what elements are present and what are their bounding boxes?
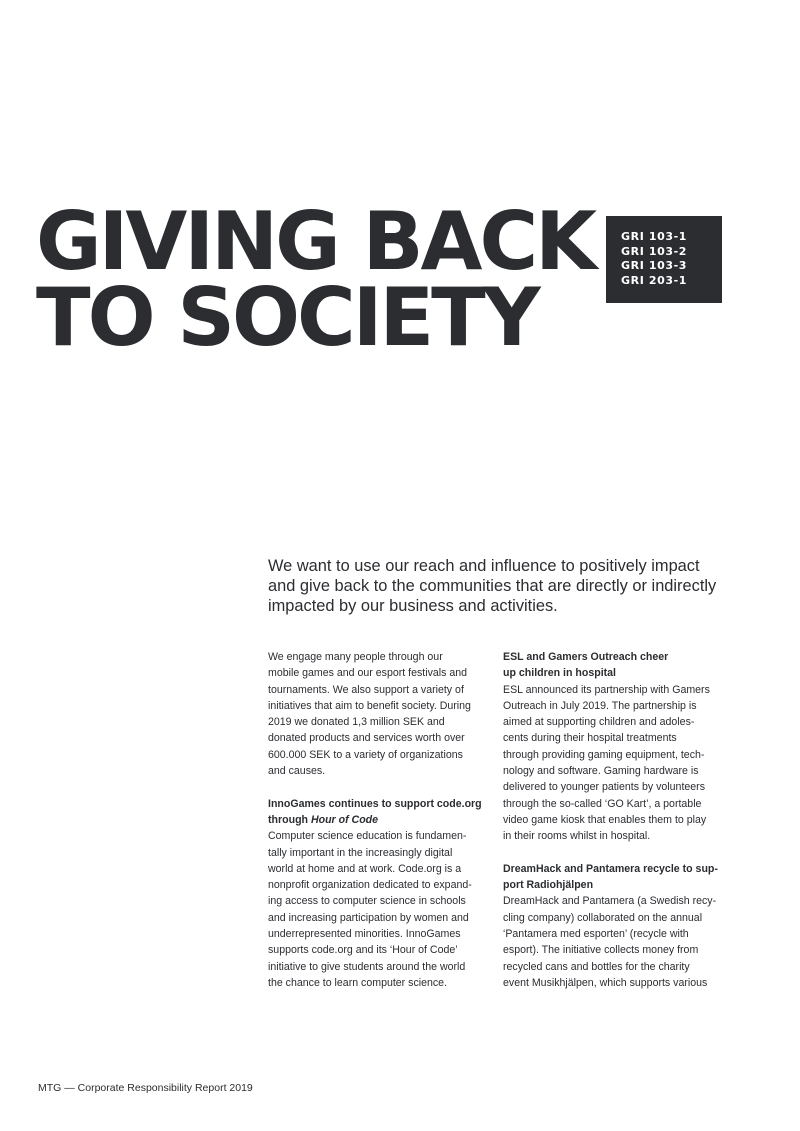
text-line: and causes. [268,765,326,778]
text-line: initiative to give students around the world [268,960,466,973]
intro-line: and give back to the communities that are directly or indirectly [268,577,717,595]
text-line: delivered to younger patients by volunteers [503,781,705,794]
dreamhack-heading [503,861,731,894]
heading-line: port Radiohjälpen [503,879,594,892]
intro-line: impacted by our business and activities. [268,597,558,615]
heading-line: through Hour of Code [268,813,379,826]
text-line: world at home and at work. Code.org is a [268,862,462,875]
text-line: cling company) collaborated on the annual [503,911,703,924]
text-line: ing access to computer science in schools [268,895,466,908]
heading-line: InnoGames continues to support code.org [268,797,482,810]
text-line: mobile games and our esport festivals and [268,667,468,680]
text-line: 2019 we donated 1,3 million SEK and [268,716,445,729]
page-title [36,195,595,364]
text-line: donated products and services worth over [268,732,465,745]
text-line: Outreach in July 2019. The partnership is [503,699,697,712]
page-title-line-1: GIVING BACK [36,195,595,288]
text-line: tally important in the increasingly digital [268,846,453,859]
innogames-paragraph [268,828,496,991]
intro-paragraph [268,556,738,616]
text-line: We engage many people through our [268,651,443,663]
text-line: ESL announced its partnership with Gamers [503,683,710,696]
text-line: nonprofit organization dedicated to expand- [268,879,472,892]
innogames-heading [268,796,496,829]
text-line: and increasing participation by women and [268,911,469,924]
text-line: supports code.org and its ‘Hour of Code’ [268,944,458,957]
text-line: video game kiosk that enables them to play [503,813,707,826]
hour-of-code-emphasis: Hour of Code [310,813,379,826]
gri-code: GRI 203-1 [621,273,688,287]
text-line: aimed at supporting children and adoles- [503,716,695,729]
heading-line: DreamHack and Pantamera recycle to sup- [503,862,718,875]
heading-line: up children in hospital [503,667,617,680]
esl-heading [503,649,731,682]
right-column [503,649,731,991]
heading-line: ESL and Gamers Outreach cheer [503,651,669,663]
text-line: cents during their hospital treatments [503,732,677,745]
left-column [268,649,496,991]
text-line: recycled cans and bottles for the charity [503,960,690,973]
text-line: in their rooms whilst in hospital. [503,830,651,843]
text-line: esport). The initiative collects money from [503,944,699,957]
gri-code: GRI 103-1 [621,230,688,243]
page-title-line-2: TO SOCIETY [36,271,538,364]
gri-code: GRI 103-2 [621,244,688,258]
text-line: DreamHack and Pantamera (a Swedish recy- [503,895,717,908]
text-line: event Musikhjälpen, which supports various [503,976,708,989]
text-line: nology and software. Gaming hardware is [503,765,699,778]
text-line: tournaments. We also support a variety of [268,683,464,696]
page-footer: MTG — Corporate Responsibility Report 2019 [38,1082,253,1094]
esl-paragraph [503,682,731,845]
text-line: through providing gaming equipment, tech- [503,748,705,761]
gri-code: GRI 103-3 [621,259,688,272]
text-line: Computer science education is fundamen- [268,830,467,843]
text-line: the chance to learn computer science. [268,976,448,989]
gri-reference-box [606,216,722,303]
text-line: underrepresented minorities. InnoGames [268,928,461,941]
dreamhack-paragraph [503,893,731,991]
intro-line: We want to use our reach and influence to positively impact [268,557,700,575]
text-line: ‘Pantamera med esporten’ (recycle with [503,928,689,941]
text-line: through the so-called ‘GO Kart’, a portable [503,797,702,810]
overview-paragraph [268,649,496,779]
text-line: initiatives that aim to benefit society. During [268,699,471,712]
text-line: 600.000 SEK to a variety of organizations [268,748,463,761]
